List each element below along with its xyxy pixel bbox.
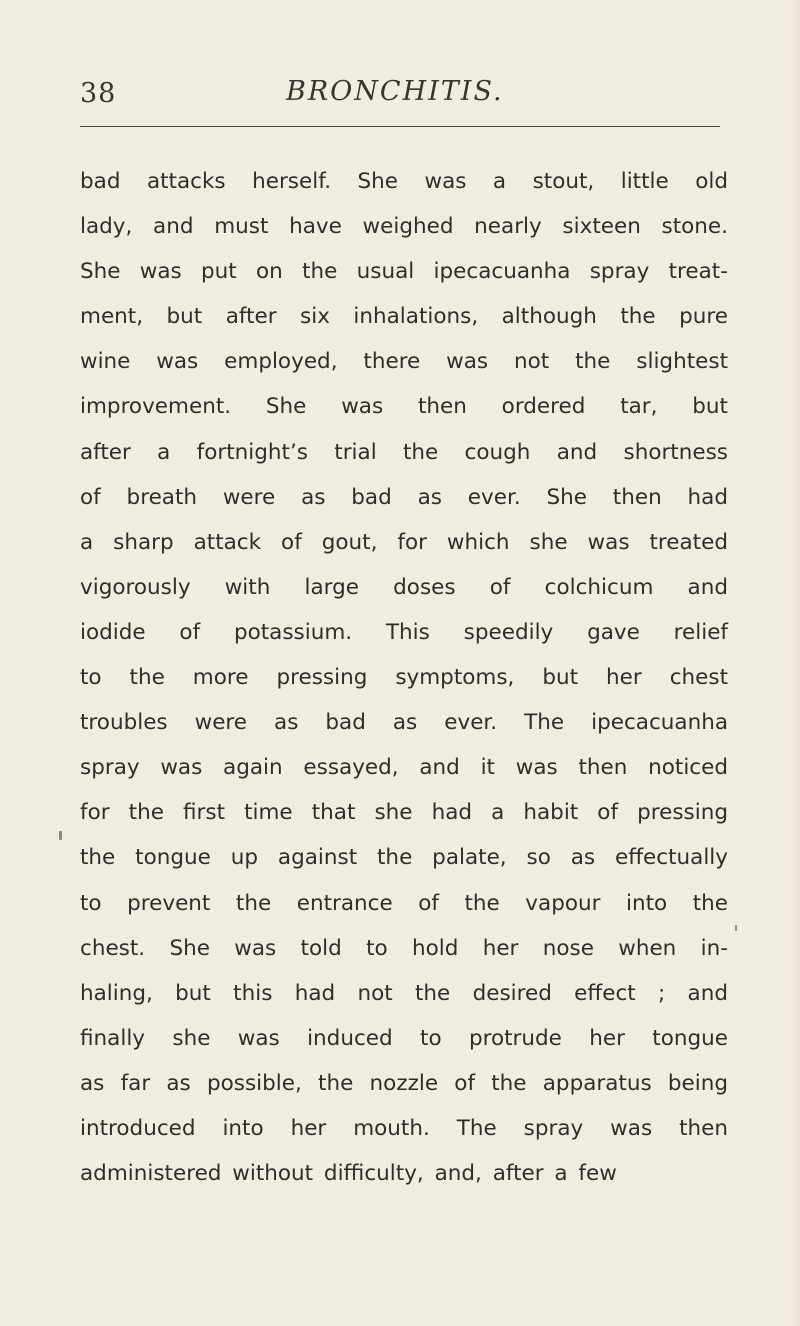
running-head — [80, 76, 720, 116]
text-line: wine was employed, there was not the slightest — [80, 349, 728, 375]
text-line: to prevent the entrance of the vapour into the — [80, 890, 728, 916]
text-line: improvement. She was then ordered tar, but — [80, 394, 728, 420]
text-line: to the more pressing symptoms, but her chest — [80, 665, 728, 691]
running-title: BRONCHITIS. — [286, 76, 504, 107]
text-line: as far as possible, the nozzle of the apparatus being — [80, 1070, 728, 1096]
text-line: haling, but this had not the desired effect ; and — [80, 980, 728, 1006]
text-line: chest. She was told to hold her nose when in- — [80, 935, 728, 961]
text-line: She was put on the usual ipecacuanha spray treat- — [80, 259, 728, 285]
text-line: finally she was induced to protrude her tongue — [80, 1025, 728, 1051]
text-line: spray was again essayed, and it was then noticed — [80, 755, 728, 781]
header-rule — [80, 126, 720, 127]
text-line: introduced into her mouth. The spray was then — [80, 1115, 728, 1141]
text-line: lady, and must have weighed nearly sixteen stone. — [80, 214, 728, 240]
page-number: 38 — [80, 78, 117, 109]
text-line: the tongue up against the palate, so as effectually — [80, 845, 728, 871]
margin-speck — [59, 831, 62, 840]
text-line: after a fortnight’s trial the cough and shortness — [80, 439, 728, 465]
text-line: vigorously with large doses of colchicum and — [80, 574, 728, 600]
margin-speck — [735, 925, 737, 931]
page-edge-shadow — [790, 0, 800, 1326]
body-text — [80, 159, 728, 1196]
text-line: bad attacks herself. She was a stout, little old — [80, 169, 728, 194]
text-line: ment, but after six inhalations, although the pure — [80, 304, 728, 330]
text-line: iodide of potassium. This speedily gave relief — [80, 619, 728, 645]
text-line: for the first time that she had a habit of pressing — [80, 800, 728, 826]
text-line: a sharp attack of gout, for which she was treated — [80, 529, 728, 555]
text-line: of breath were as bad as ever. She then had — [80, 484, 728, 510]
text-line: troubles were as bad as ever. The ipecacuanha — [80, 710, 728, 736]
text-line: administered without difficulty, and, after a few — [80, 1161, 617, 1187]
